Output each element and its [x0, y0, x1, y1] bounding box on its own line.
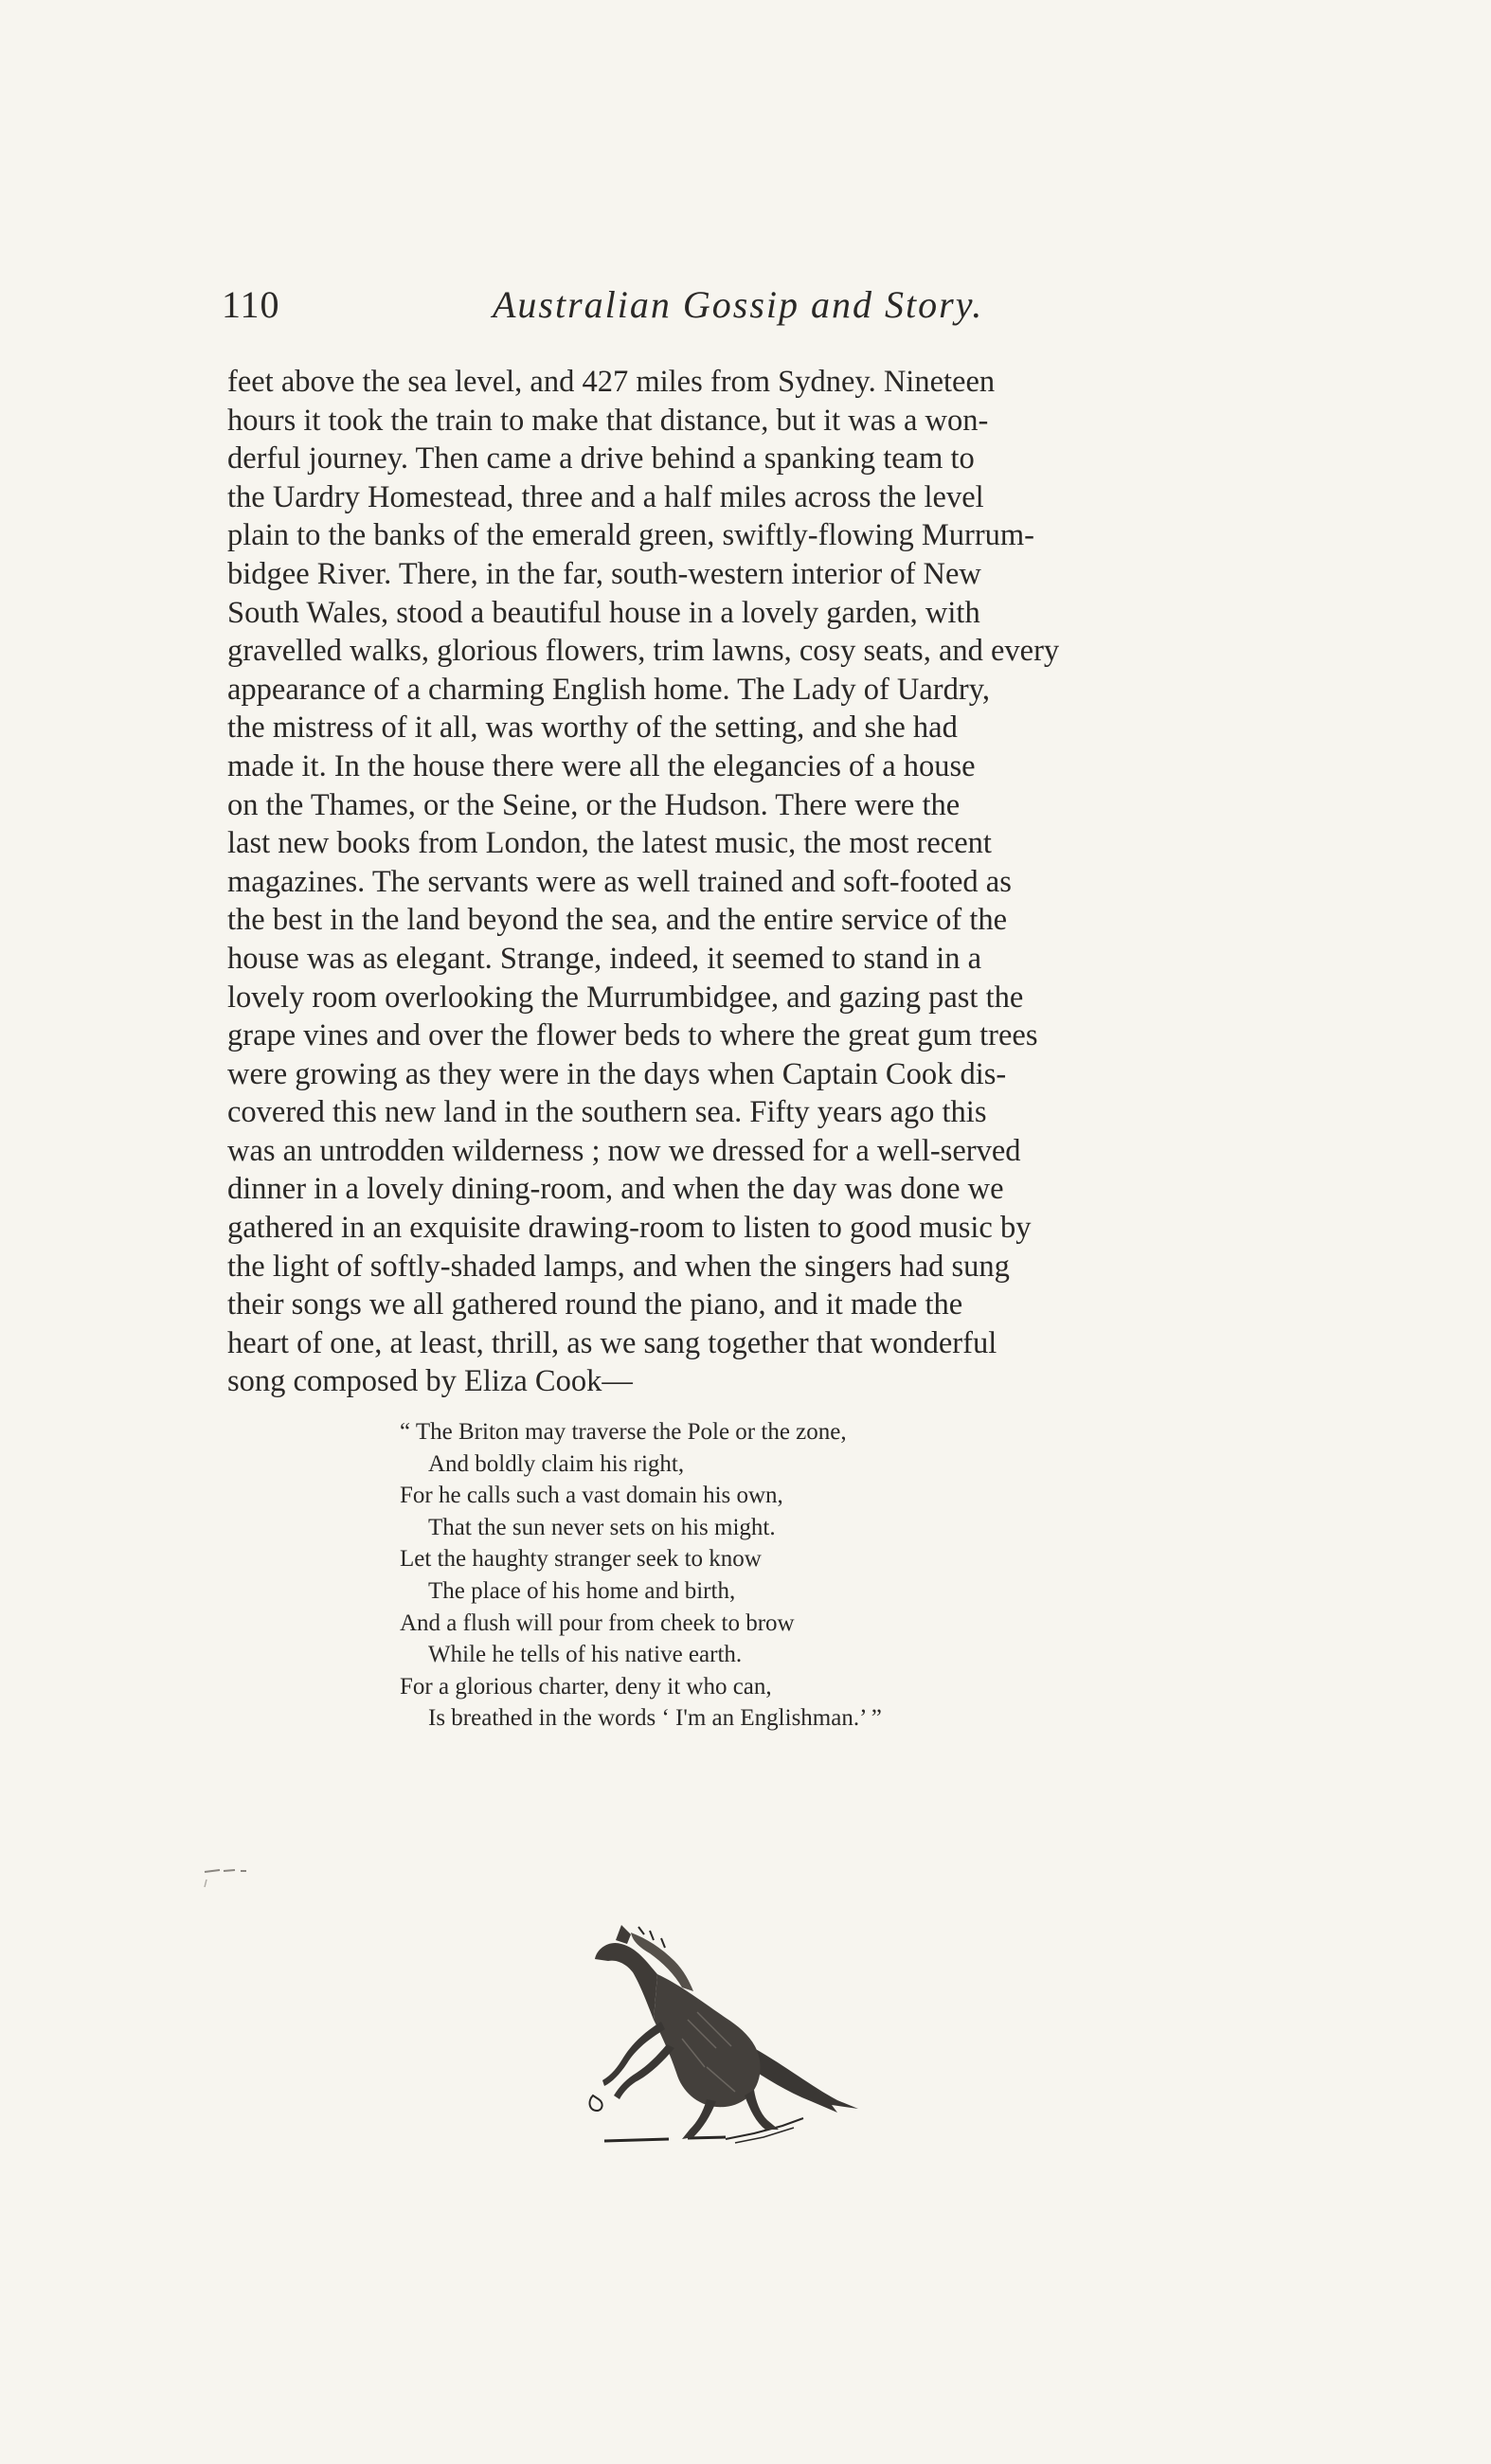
poem-line: Let the haughty stranger seek to know [400, 1546, 762, 1573]
body-line: on the Thames, or the Seine, or the Hudson. There were the [227, 787, 961, 822]
poem-line: Is breathed in the words ‘ I'm an Englishman.’ ” [428, 1705, 882, 1732]
poem-line: While he tells of his native earth. [428, 1642, 743, 1668]
stray-ink-mark [201, 1866, 258, 1899]
body-line: covered this new land in the southern sea. Fifty years ago this [227, 1095, 987, 1130]
body-line: heart of one, at least, thrill, as we sang together that wonderful [227, 1325, 997, 1360]
body-text [227, 363, 1277, 1401]
body-line: magazines. The servants were as well trained and soft-footed as [227, 864, 1012, 899]
poem-line: For a glorious charter, deny it who can, [400, 1673, 772, 1700]
body-line: derful journey. Then came a drive behind a spanking team to [227, 441, 975, 477]
body-line: South Wales, stood a beautiful house in a lovely garden, with [227, 595, 980, 630]
running-title: Australian Gossip and Story. [493, 283, 984, 326]
body-line: feet above the sea level, and 427 miles from Sydney. Nineteen [227, 365, 996, 399]
body-line: song composed by Eliza Cook— [227, 1364, 633, 1399]
page-number: 110 [222, 283, 280, 326]
body-line: hours it took the train to make that distance, but it was a won- [227, 403, 989, 438]
body-line: the mistress of it all, was worthy of the setting, and she had [227, 710, 958, 746]
body-line: bidgee River. There, in the far, south-western interior of New [227, 556, 981, 591]
poem-line: “ The Briton may traverse the Pole or the zone, [400, 1419, 847, 1445]
body-line: plain to the banks of the emerald green, swiftly-flowing Murrum- [227, 518, 1034, 553]
body-line: appearance of a charming English home. The Lady of Uardry, [227, 672, 990, 707]
body-line: grape vines and over the flower beds to where the great gum trees [227, 1018, 1038, 1053]
body-line: last new books from London, the latest music, the most recent [227, 826, 992, 861]
poem-line: That the sun never sets on his might. [428, 1514, 776, 1540]
poem-line: For he calls such a vast domain his own, [400, 1483, 783, 1509]
poem-line: The place of his home and birth, [428, 1577, 736, 1604]
poem-quotation [400, 1416, 882, 1735]
body-line: house was as elegant. Strange, indeed, it seemed to stand in a [227, 941, 982, 976]
body-line: was an untrodden wilderness ; now we dressed for a well-served [227, 1133, 1021, 1168]
body-line: the light of softly-shaded lamps, and when the singers had sung [227, 1249, 1010, 1284]
body-line: their songs we all gathered round the piano, and it made the [227, 1287, 963, 1322]
body-line: made it. In the house there were all the elegancies of a house [227, 748, 976, 783]
body-line: gathered in an exquisite drawing-room to listen to good music by [227, 1211, 1032, 1246]
poem-line: And boldly claim his right, [428, 1450, 685, 1477]
body-line: dinner in a lovely dining-room, and when the day was done we [227, 1172, 1004, 1207]
body-line: the Uardry Homestead, three and a half miles across the level [227, 479, 984, 514]
rearing-horse-engraving [584, 1906, 915, 2167]
body-line: the best in the land beyond the sea, and the entire service of the [227, 903, 1008, 938]
poem-line: And a flush will pour from cheek to brow [400, 1610, 795, 1636]
body-line: lovely room overlooking the Murrumbidgee, and gazing past the [227, 980, 1024, 1015]
body-line: gravelled walks, glorious flowers, trim lawns, cosy seats, and every [227, 634, 1060, 669]
body-line: were growing as they were in the days when Captain Cook dis- [227, 1056, 1007, 1091]
